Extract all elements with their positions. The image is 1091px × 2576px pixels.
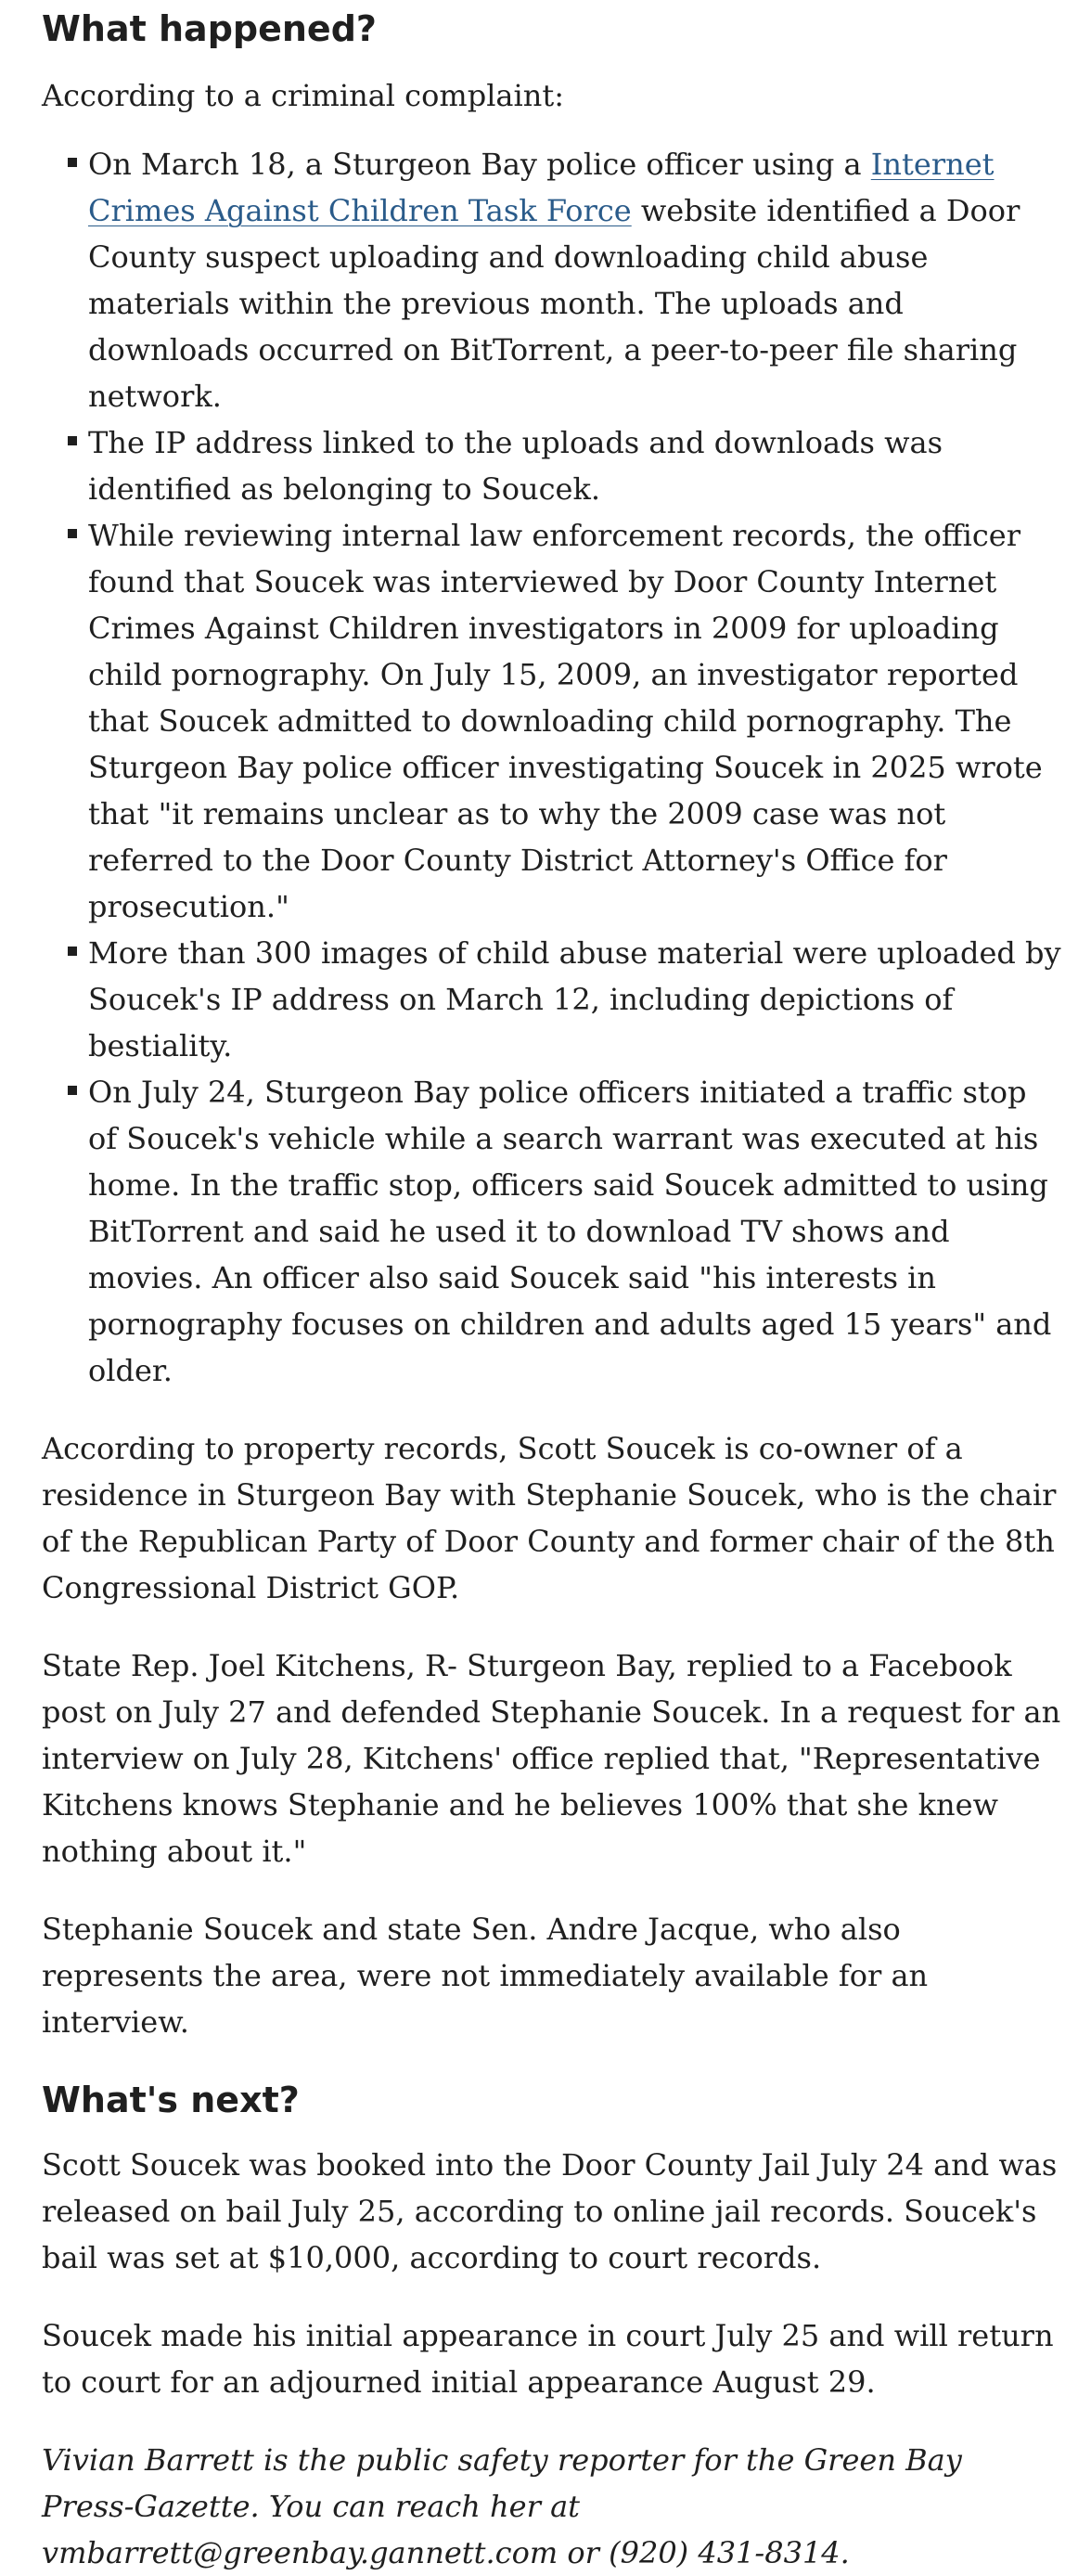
list-item [88,419,1062,512]
icac-task-force-link[interactable]: Internet Crimes Against Children Task Force [88,147,995,228]
complaint-intro: According to a criminal complaint: [42,78,564,113]
list-item [88,141,1062,419]
square-bullet-icon [68,529,77,538]
square-bullet-icon [68,436,77,445]
article-body [42,0,1062,2576]
property-records-paragraph: According to property records, Scott Soucek is co-owner of a residence in Sturgeon Bay with Stephanie Soucek, who is the chair of the Republican Party of Door County and former chair of the 8th Congressional District GOP. [42,1431,1057,1605]
court-paragraph: Soucek made his initial appearance in court July 25 and will return to court for an adjourned initial appearance August 29. [42,2318,1054,2400]
square-bullet-icon [68,158,77,167]
square-bullet-icon [68,1086,77,1095]
bullet-text-after-link: website identified a Door County suspect uploading and downloading child abuse materials within the previous month. The uploads and downloads occurred on BitTorrent, a peer-to-peer file sharing network. [88,193,1020,414]
bullet-text: On July 24, Sturgeon Bay police officers initiated a traffic stop of Soucek's vehicle while a search warrant was executed at his home. In the traffic stop, officers said Soucek admitted to using BitTorrent and said he used it to download TV shows and movies. An officer also said Soucek said "his interests in pornography focuses on children and adults aged 15 years" and older. [88,1075,1052,1388]
bullet-text: While reviewing internal law enforcement records, the officer found that Soucek was interviewed by Door County Internet Crimes Against Children investigators in 2009 for uploading child pornography. On July 15, 2009, an investigator reported that Soucek admitted to downloading child pornography. The Sturgeon Bay police officer investigating Soucek in 2025 wrote that "it remains unclear as to why the 2009 case was not referred to the Door County District Attorney's Office for prosecution." [88,518,1043,924]
list-item [88,512,1062,930]
list-item [88,930,1062,1069]
section-heading-whats-next: What's next? [42,2080,300,2120]
section-heading-what-happened: What happened? [42,8,377,49]
unavailable-paragraph: Stephanie Soucek and state Sen. Andre Jacque, who also represents the area, were not immediately available for an interview. [42,1912,929,2040]
bullet-text-before-link: On March 18, a Sturgeon Bay police officer using a [88,147,871,182]
list-item [88,1069,1062,1394]
bullet-text: The IP address linked to the uploads and downloads was identified as belonging to Soucek. [88,425,943,507]
author-byline: Vivian Barrett is the public safety reporter for the Green Bay Press-Gazette. You can reach her at vmbarrett@greenbay.gannett.com or (920) 431-8314. [42,2442,962,2570]
bullet-text: More than 300 images of child abuse material were uploaded by Soucek's IP address on March 12, including depictions of bestiality. [88,935,1061,1063]
booking-paragraph: Scott Soucek was booked into the Door County Jail July 24 and was released on bail July 25, according to online jail records. Soucek's bail was set at $10,000, according to court records. [42,2147,1058,2275]
square-bullet-icon [68,947,77,956]
kitchens-paragraph: State Rep. Joel Kitchens, R- Sturgeon Bay, replied to a Facebook post on July 27 and defended Stephanie Soucek. In a request for an interview on July 28, Kitchens' office replied that, "Representative Kitchens knows Stephanie and he believes 100% that she knew nothing about it." [42,1648,1061,1869]
complaint-bullet-list [42,141,1062,1394]
